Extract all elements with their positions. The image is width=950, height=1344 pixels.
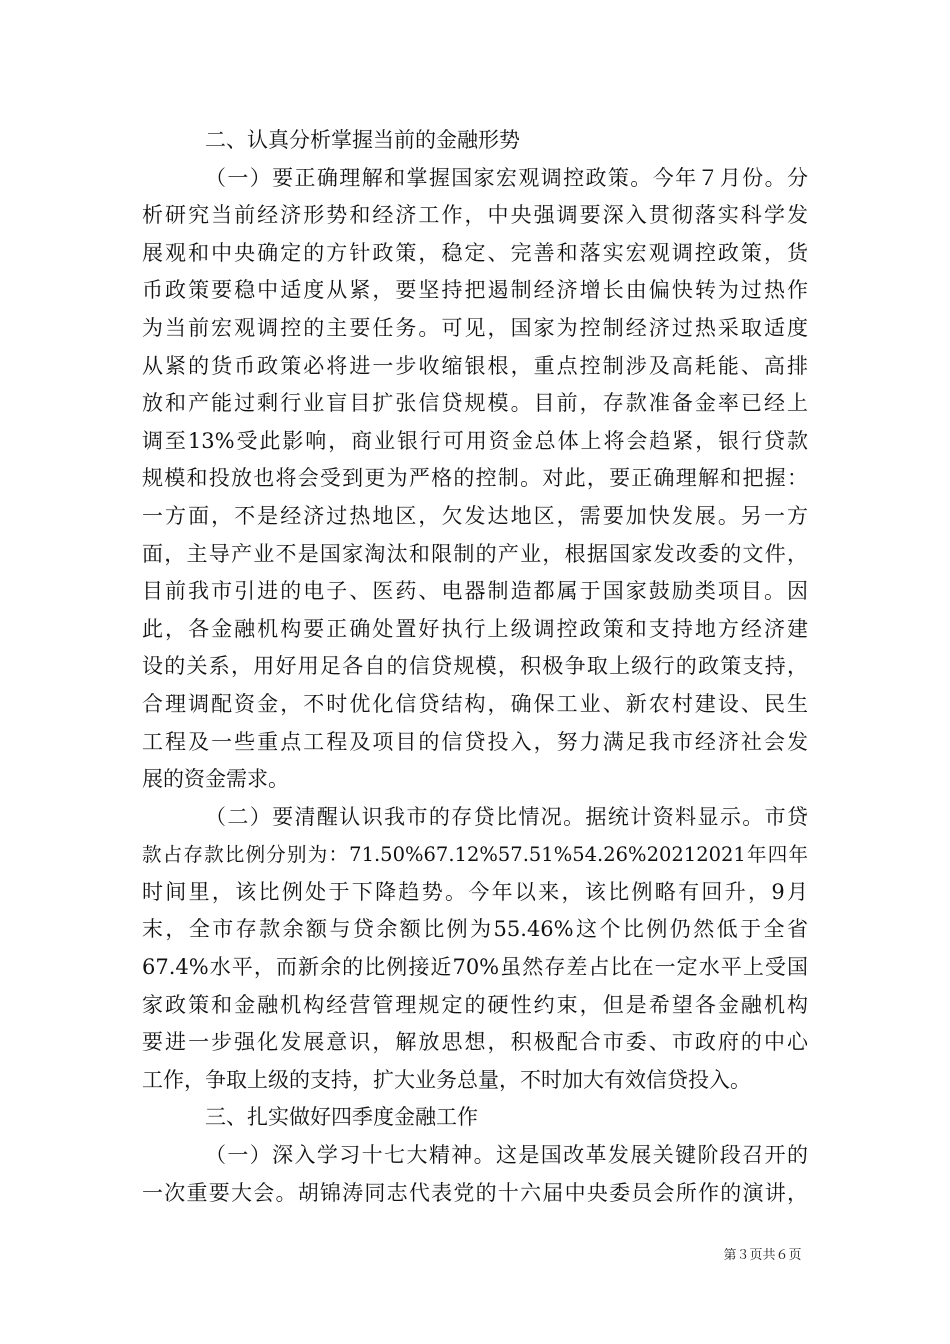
- text-line: 设的关系，用好用足各自的信贷规模，积极争取上级行的政策支持，: [142, 654, 808, 679]
- text-line: 一次重要大会。胡锦涛同志代表党的十六届中央委员会所作的演讲，: [142, 1180, 808, 1205]
- text-line: （二）要清醒认识我市的存贷比情况。据统计资料显示。市贷: [205, 804, 808, 829]
- text-line: 币政策要稳中适度从紧，要坚持把遏制经济增长由偏快转为过热作: [142, 278, 808, 303]
- text-line: 从紧的货币政策必将进一步收缩银根，重点控制涉及高耗能、高排: [142, 353, 808, 378]
- text-line: 析研究当前经济形势和经济工作，中央强调要深入贯彻落实科学发: [142, 203, 808, 228]
- text-line: 规模和投放也将会受到更为严格的控制。对此，要正确理解和把握：: [142, 466, 808, 491]
- text-line: 放和产能过剩行业盲目扩张信贷规模。目前，存款准备金率已经上: [142, 391, 808, 416]
- text-line: （一）要正确理解和掌握国家宏观调控政策。今年７月份。分: [205, 165, 808, 190]
- page-number: 第３页共６页: [723, 1248, 802, 1263]
- text-line: 67.4%水平，而新余的比例接近70%虽然存差占比在一定水平上受国: [142, 955, 808, 980]
- text-line: 末，全市存款余额与贷余额比例为55.46%这个比例仍然低于全省: [142, 917, 808, 942]
- text-line: 展的资金需求。: [142, 767, 289, 792]
- text-line: 面，主导产业不是国家淘汰和限制的产业，根据国家发改委的文件，: [142, 541, 808, 566]
- text-line: 一方面，不是经济过热地区，欠发达地区，需要加快发展。另一方: [142, 503, 808, 528]
- text-line: 工程及一些重点工程及项目的信贷投入，努力满足我市经济社会发: [142, 729, 808, 754]
- text-line: 款占存款比例分别为：71.50%67.12%57.51%54.26%20212021年四年: [142, 843, 808, 867]
- text-line: 要进一步强化发展意识，解放思想，积极配合市委、市政府的中心: [142, 1030, 808, 1055]
- text-line: 工作，争取上级的支持，扩大业务总量，不时加大有效信贷投入。: [142, 1067, 751, 1092]
- text-line: 二、认真分析掌握当前的金融形势: [205, 128, 520, 152]
- text-line: （一）深入学习十七大精神。这是国改革发展关键阶段召开的: [205, 1143, 808, 1168]
- text-line: 此，各金融机构要正确处置好执行上级调控政策和支持地方经济建: [142, 616, 808, 641]
- document-body: [142, 122, 808, 1212]
- text-line: 调至13%受此影响，商业银行可用资金总体上将会趋紧，银行贷款: [142, 428, 808, 453]
- text-line: 合理调配资金，不时优化信贷结构，确保工业、新农村建设、民生: [142, 691, 808, 716]
- text-line: 时间里，该比例处于下降趋势。今年以来，该比例略有回升，9月: [142, 879, 808, 904]
- text-line: 目前我市引进的电子、医药、电器制造都属于国家鼓励类项目。因: [142, 579, 808, 604]
- text-line: 家政策和金融机构经营管理规定的硬性约束，但是希望各金融机构: [142, 992, 808, 1017]
- text-line: 为当前宏观调控的主要任务。可见，国家为控制经济过热采取适度: [142, 315, 808, 340]
- text-line: 展观和中央确定的方针政策，稳定、完善和落实宏观调控政策，货: [142, 240, 808, 265]
- text-line: 三、扎实做好四季度金融工作: [205, 1105, 478, 1130]
